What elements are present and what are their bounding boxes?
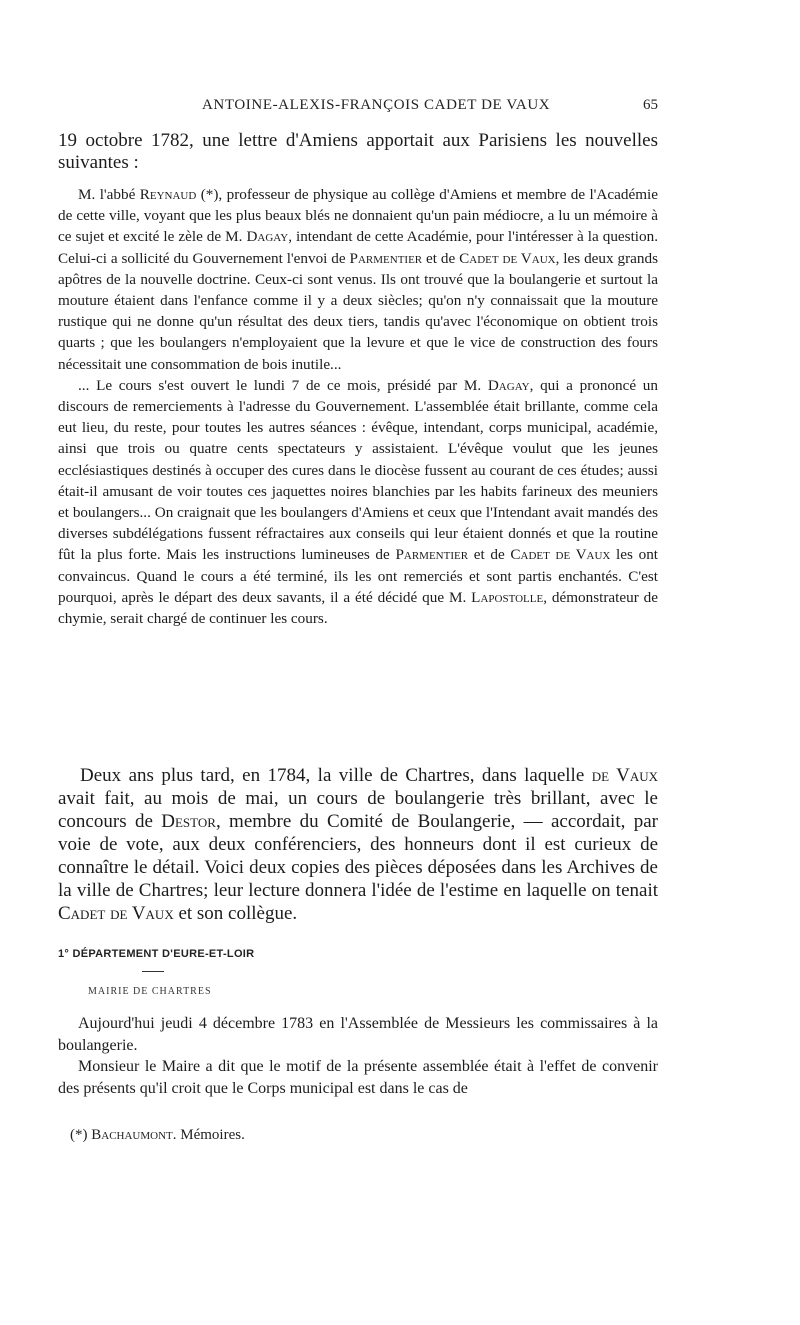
minutes-paragraph-2: Monsieur le Maire a dit que le motif de la présente assemblée était à l'effet de convenir des présents qu'il croit que le Corps municipal est dans le cas de bbox=[58, 1058, 658, 1097]
person-name: Cadet de Vaux bbox=[459, 249, 556, 267]
quote-paragraph-2: ... Le cours s'est ouvert le lundi 7 de ce mois, présidé par M. Dagay, qui a prononcé un discours de remerciements à l'adresse du Gouvernement. L'assemblée était brillante, comme cela eut lieu, du reste, pour toutes les autres séances : évêque, intendant, corps municipal, académie, ainsi que trois ou quatre cents spectateurs y assistaient. L'évêque voulut que les jeunes ecclésiastiques destinés à occuper des cures dans le diocèse fussent au courant de ces études; aussi était-il amusant de voir toutes ces jaquettes noires blanchies par les habits farineux des meuniers et boulangers... On craignait que les boulangers d'Amiens et ceux que l'Intendant avait mandés des diverses subdélégations fussent réfractaires aux conseils qui leur étaient donnés et que la routine fût la plus forte. Mais les instructions lumineuses de Parmentier et de Cadet de Vaux les ont convaincus. Quand le cours a été terminé, ils les ont remerciés et sont partis enchantés. C'est pourquoi, après le départ des deux savants, il a été décidé que M. Lapostolle, démonstrateur de chymie, serait chargé de continuer les cours. bbox=[58, 376, 659, 628]
person-name: Dagay bbox=[487, 376, 530, 394]
person-name: Reynaud bbox=[139, 186, 197, 203]
person-name: de Vaux bbox=[591, 765, 658, 786]
running-title: ANTOINE-ALEXIS-FRANÇOIS CADET DE VAUX bbox=[202, 97, 551, 113]
section-subheading: MAIRIE DE CHARTRES bbox=[88, 986, 212, 997]
person-name: Cadet de Vaux bbox=[510, 546, 611, 564]
person-name: Parmentier bbox=[349, 249, 423, 267]
divider-rule bbox=[142, 971, 164, 972]
quoted-letter bbox=[58, 184, 658, 629]
minutes-paragraph-1: Aujourd'hui jeudi 4 décembre 1783 en l'Assemblée de Messieurs les commissaires à la boulangerie. bbox=[58, 1015, 658, 1054]
intro-paragraph: 19 octobre 1782, une lettre d'Amiens apportait aux Parisiens les nouvelles suivantes : bbox=[58, 130, 658, 173]
footnote: (*) Bachaumont. Mémoires. bbox=[70, 1127, 245, 1143]
main-paragraph: Deux ans plus tard, en 1784, la ville de Chartres, dans laquelle de Vaux avait fait, au mois de mai, un cours de boulangerie très brillant, avec le concours de Destor, membre du Comité de Boulangerie, — accordait, par voie de vote, aux deux conférenciers, des honneurs dont il est curieux de connaître le détail. Voici deux copies des pièces déposées dans les Archives de la ville de Chartres; leur lecture donnera l'idée de l'estime en laquelle on tenait Cadet de Vaux et son collègue. bbox=[58, 765, 658, 924]
person-name: Cadet de Vaux bbox=[58, 903, 174, 924]
person-name: Parmentier bbox=[395, 546, 469, 564]
minutes-text bbox=[58, 1013, 658, 1099]
person-name: Dagay bbox=[246, 228, 289, 246]
section-heading: 1° DÉPARTEMENT D'EURE-ET-LOIR bbox=[58, 948, 255, 960]
running-header bbox=[58, 97, 658, 119]
quote-paragraph-1: M. l'abbé Reynaud (*), professeur de physique au collège d'Amiens et membre de l'Académie de cette ville, voyant que les plus beaux blés ne donnaient qu'un pain médiocre, a lu un mémoire à ce sujet et excité le zèle de M. Dagay, intendant de cette Académie, pour l'intéresser à la question. Celui-ci a sollicité du Gouvernement l'envoi de Parmentier et de Cadet de Vaux, les deux grands apôtres de la nouvelle doctrine. Ceux-ci sont venus. Ils ont trouvé que la boulangerie et surtout la mouture étaient dans l'enfance comme il y a deux siècles; qu'on n'y connaissait que la mouture rustique qui ne donne qu'un résultat des deux tiers, tandis qu'avec l'économique on obtient trois quarts ; que les boulangers n'employaient que la levure et que le vice de construction des fours nécessitait une consommation de bois inutile... bbox=[58, 186, 658, 373]
page-number: 65 bbox=[643, 97, 658, 113]
footnote-author: Bachaumont bbox=[91, 1127, 173, 1143]
person-name: Lapostolle bbox=[471, 588, 544, 606]
person-name: Destor bbox=[161, 811, 216, 832]
